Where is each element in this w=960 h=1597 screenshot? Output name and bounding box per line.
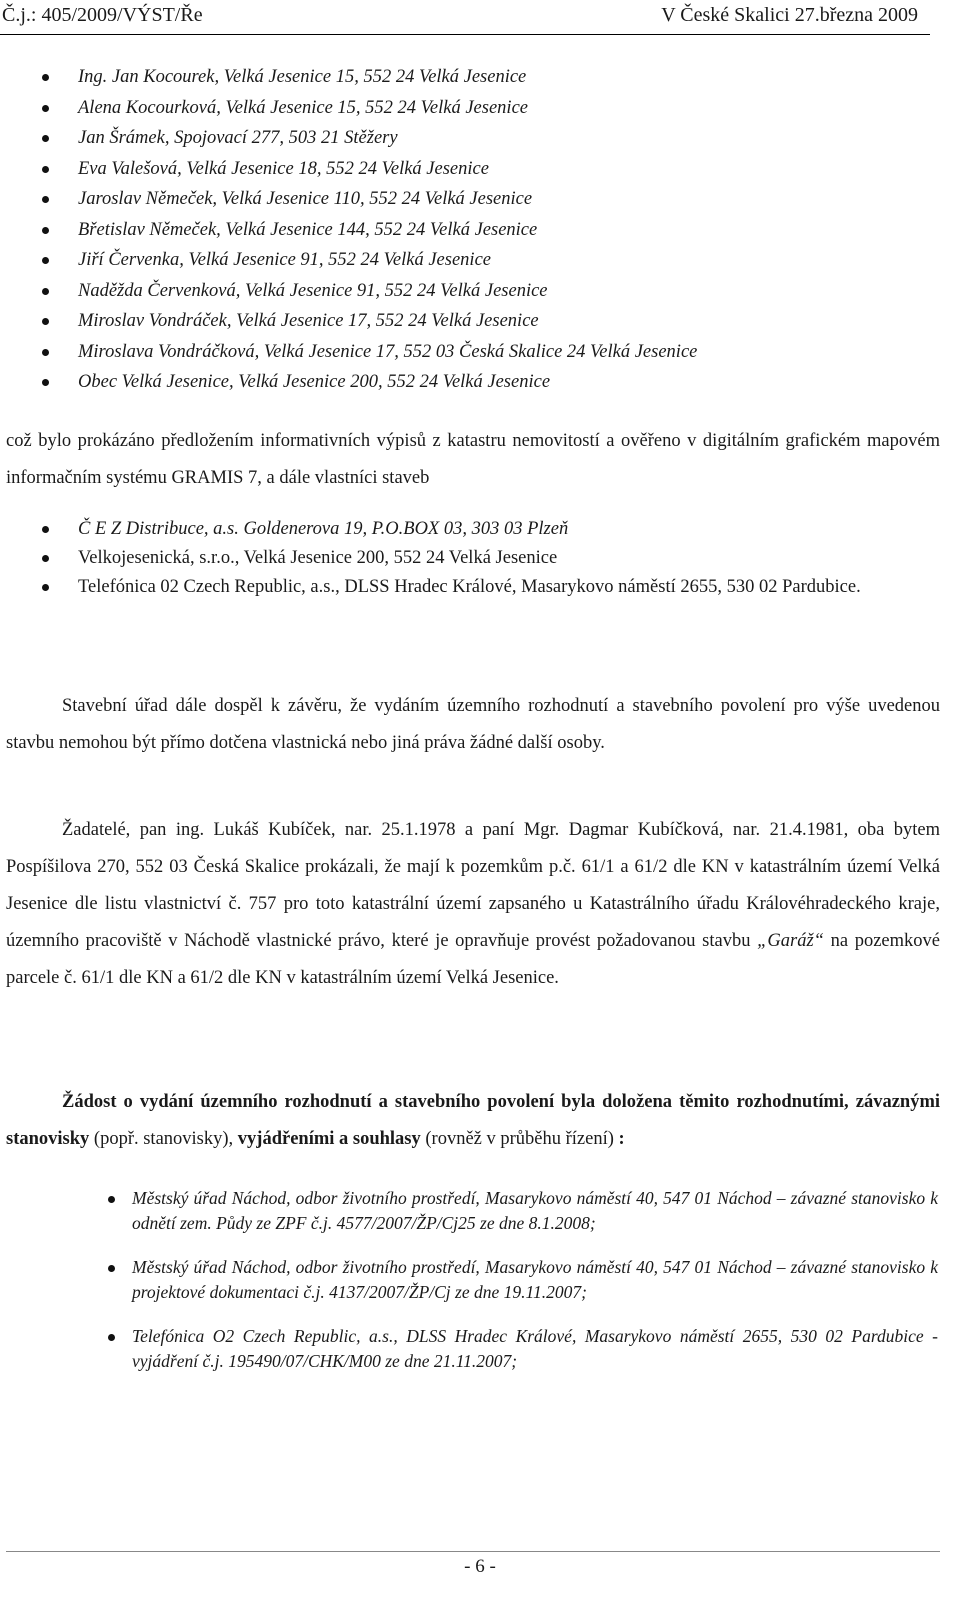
page-number: - 6 - [464, 1556, 496, 1577]
bullet-icon [42, 196, 49, 203]
list-item: Telefónica O2 Czech Republic, a.s., DLSS Hradec Králové, Masarykovo náměstí 2655, 530 02 Pardubice - vyjádření č.j. 195490/07/CHK/M00 ze dne 21.11.2007; [0, 1324, 960, 1373]
paragraph-zadost: Žádost o vydání územního rozhodnutí a stavebního povolení byla doložena těmito rozhodnutími, závaznými stanovisky (popř. stanovisky), vyjádřeními a souhlasy (rovněž v průběhu řízení) : [6, 1092, 940, 1149]
list-item: Miroslav Vondráček, Velká Jesenice 17, 552 24 Velká Jesenice [0, 306, 960, 337]
bullet-icon [42, 584, 49, 591]
place-date: V České Skalici 27.března 2009 [661, 4, 918, 26]
bullet-icon [108, 1334, 115, 1341]
page-header [0, 0, 930, 35]
owners-list [0, 62, 960, 398]
bullet-icon [108, 1196, 115, 1203]
bullet-icon [42, 288, 49, 295]
builders-list [0, 515, 960, 631]
list-item: Jan Šrámek, Spojovací 277, 503 21 Stěžery [0, 123, 960, 154]
list-item: Městský úřad Náchod, odbor životního prostředí, Masarykovo náměstí 40, 547 01 Náchod – závazné stanovisko k projektové dokumentaci č.j. 4137/2007/ŽP/Cj ze dne 19.11.2007; [0, 1255, 960, 1304]
bullet-icon [108, 1265, 115, 1272]
list-item: Velkojesenická, s.r.o., Velká Jesenice 200, 552 24 Velká Jesenice [0, 544, 960, 573]
list-item: Jiří Červenka, Velká Jesenice 91, 552 24 Velká Jesenice [0, 245, 960, 276]
list-item: Ing. Jan Kocourek, Velká Jesenice 15, 552 24 Velká Jesenice [0, 62, 960, 93]
list-item: Břetislav Němeček, Velká Jesenice 144, 552 24 Velká Jesenice [0, 215, 960, 246]
paragraph-zadatele: Žadatelé, pan ing. Lukáš Kubíček, nar. 25.1.1978 a paní Mgr. Dagmar Kubíčková, nar. 21.4.1981, oba bytem Pospíšilova 270, 552 03 Česká Skalice prokázali, že mají k pozemkům p.č. 61/1 a 61/2 dle KN v katastrálním území Velká Jesenice dle listu vlastnictví č. 757 pro toto katastrální území zapsaného u Katastrálního úřadu Královéhradeckého kraje, územního pracoviště v Náchodě vlastnické právo, které je opravňuje provést požadovanou stavbu „Garáž“ na pozemkové parcele č. 61/1 dle KN a 61/2 dle KN v katastrálním území Velká Jesenice. [6, 820, 940, 988]
bullet-icon [42, 349, 49, 356]
bullet-icon [42, 74, 49, 81]
list-item: Miroslava Vondráčková, Velká Jesenice 17, 552 03 Česká Skalice 24 Velká Jesenice [0, 337, 960, 368]
quoted-building-name: „Garáž“ [757, 931, 824, 951]
bullet-icon [42, 318, 49, 325]
reference-number: Č.j.: 405/2009/VÝST/Ře [2, 4, 203, 26]
footer-divider [6, 1551, 940, 1552]
list-item: Městský úřad Náchod, odbor životního prostředí, Masarykovo náměstí 40, 547 01 Náchod – závazné stanovisko k odnětí zem. Půdy ze ZPF č.j. 4577/2007/ŽP/Cj25 ze dne 8.1.2008; [0, 1186, 960, 1235]
list-item: Č E Z Distribuce, a.s. Goldenerova 19, P.O.BOX 03, 303 03 Plzeň [0, 515, 960, 544]
bullet-icon [42, 555, 49, 562]
bullet-icon [42, 166, 49, 173]
paragraph-kataster: což bylo prokázáno předložením informativních výpisů z katastru nemovitostí a ověřeno v digitálním grafickém mapovém informačním systému GRAMIS 7, a dále vlastníci staveb [6, 431, 940, 488]
bullet-icon [42, 227, 49, 234]
list-item: Obec Velká Jesenice, Velká Jesenice 200, 552 24 Velká Jesenice [0, 367, 960, 398]
list-item: Eva Valešová, Velká Jesenice 18, 552 24 Velká Jesenice [0, 154, 960, 185]
list-item: Naděžda Červenková, Velká Jesenice 91, 552 24 Velká Jesenice [0, 276, 960, 307]
bullet-icon [42, 257, 49, 264]
paragraph-zaver: Stavební úřad dále dospěl k závěru, že vydáním územního rozhodnutí a stavebního povolení pro výše uvedenou stavbu nemohou být přímo dotčena vlastnická nebo jiná práva žádné další osoby. [6, 696, 940, 753]
bullet-icon [42, 526, 49, 533]
list-item: Telefónica 02 Czech Republic, a.s., DLSS Hradec Králové, Masarykovo náměstí 2655, 530 02 Pardubice. [0, 573, 960, 631]
bullet-icon [42, 135, 49, 142]
list-item: Jaroslav Němeček, Velká Jesenice 110, 552 24 Velká Jesenice [0, 184, 960, 215]
list-item: Alena Kocourková, Velká Jesenice 15, 552 24 Velká Jesenice [0, 93, 960, 124]
bullet-icon [42, 379, 49, 386]
bullet-icon [42, 105, 49, 112]
documents-list [0, 1186, 960, 1393]
